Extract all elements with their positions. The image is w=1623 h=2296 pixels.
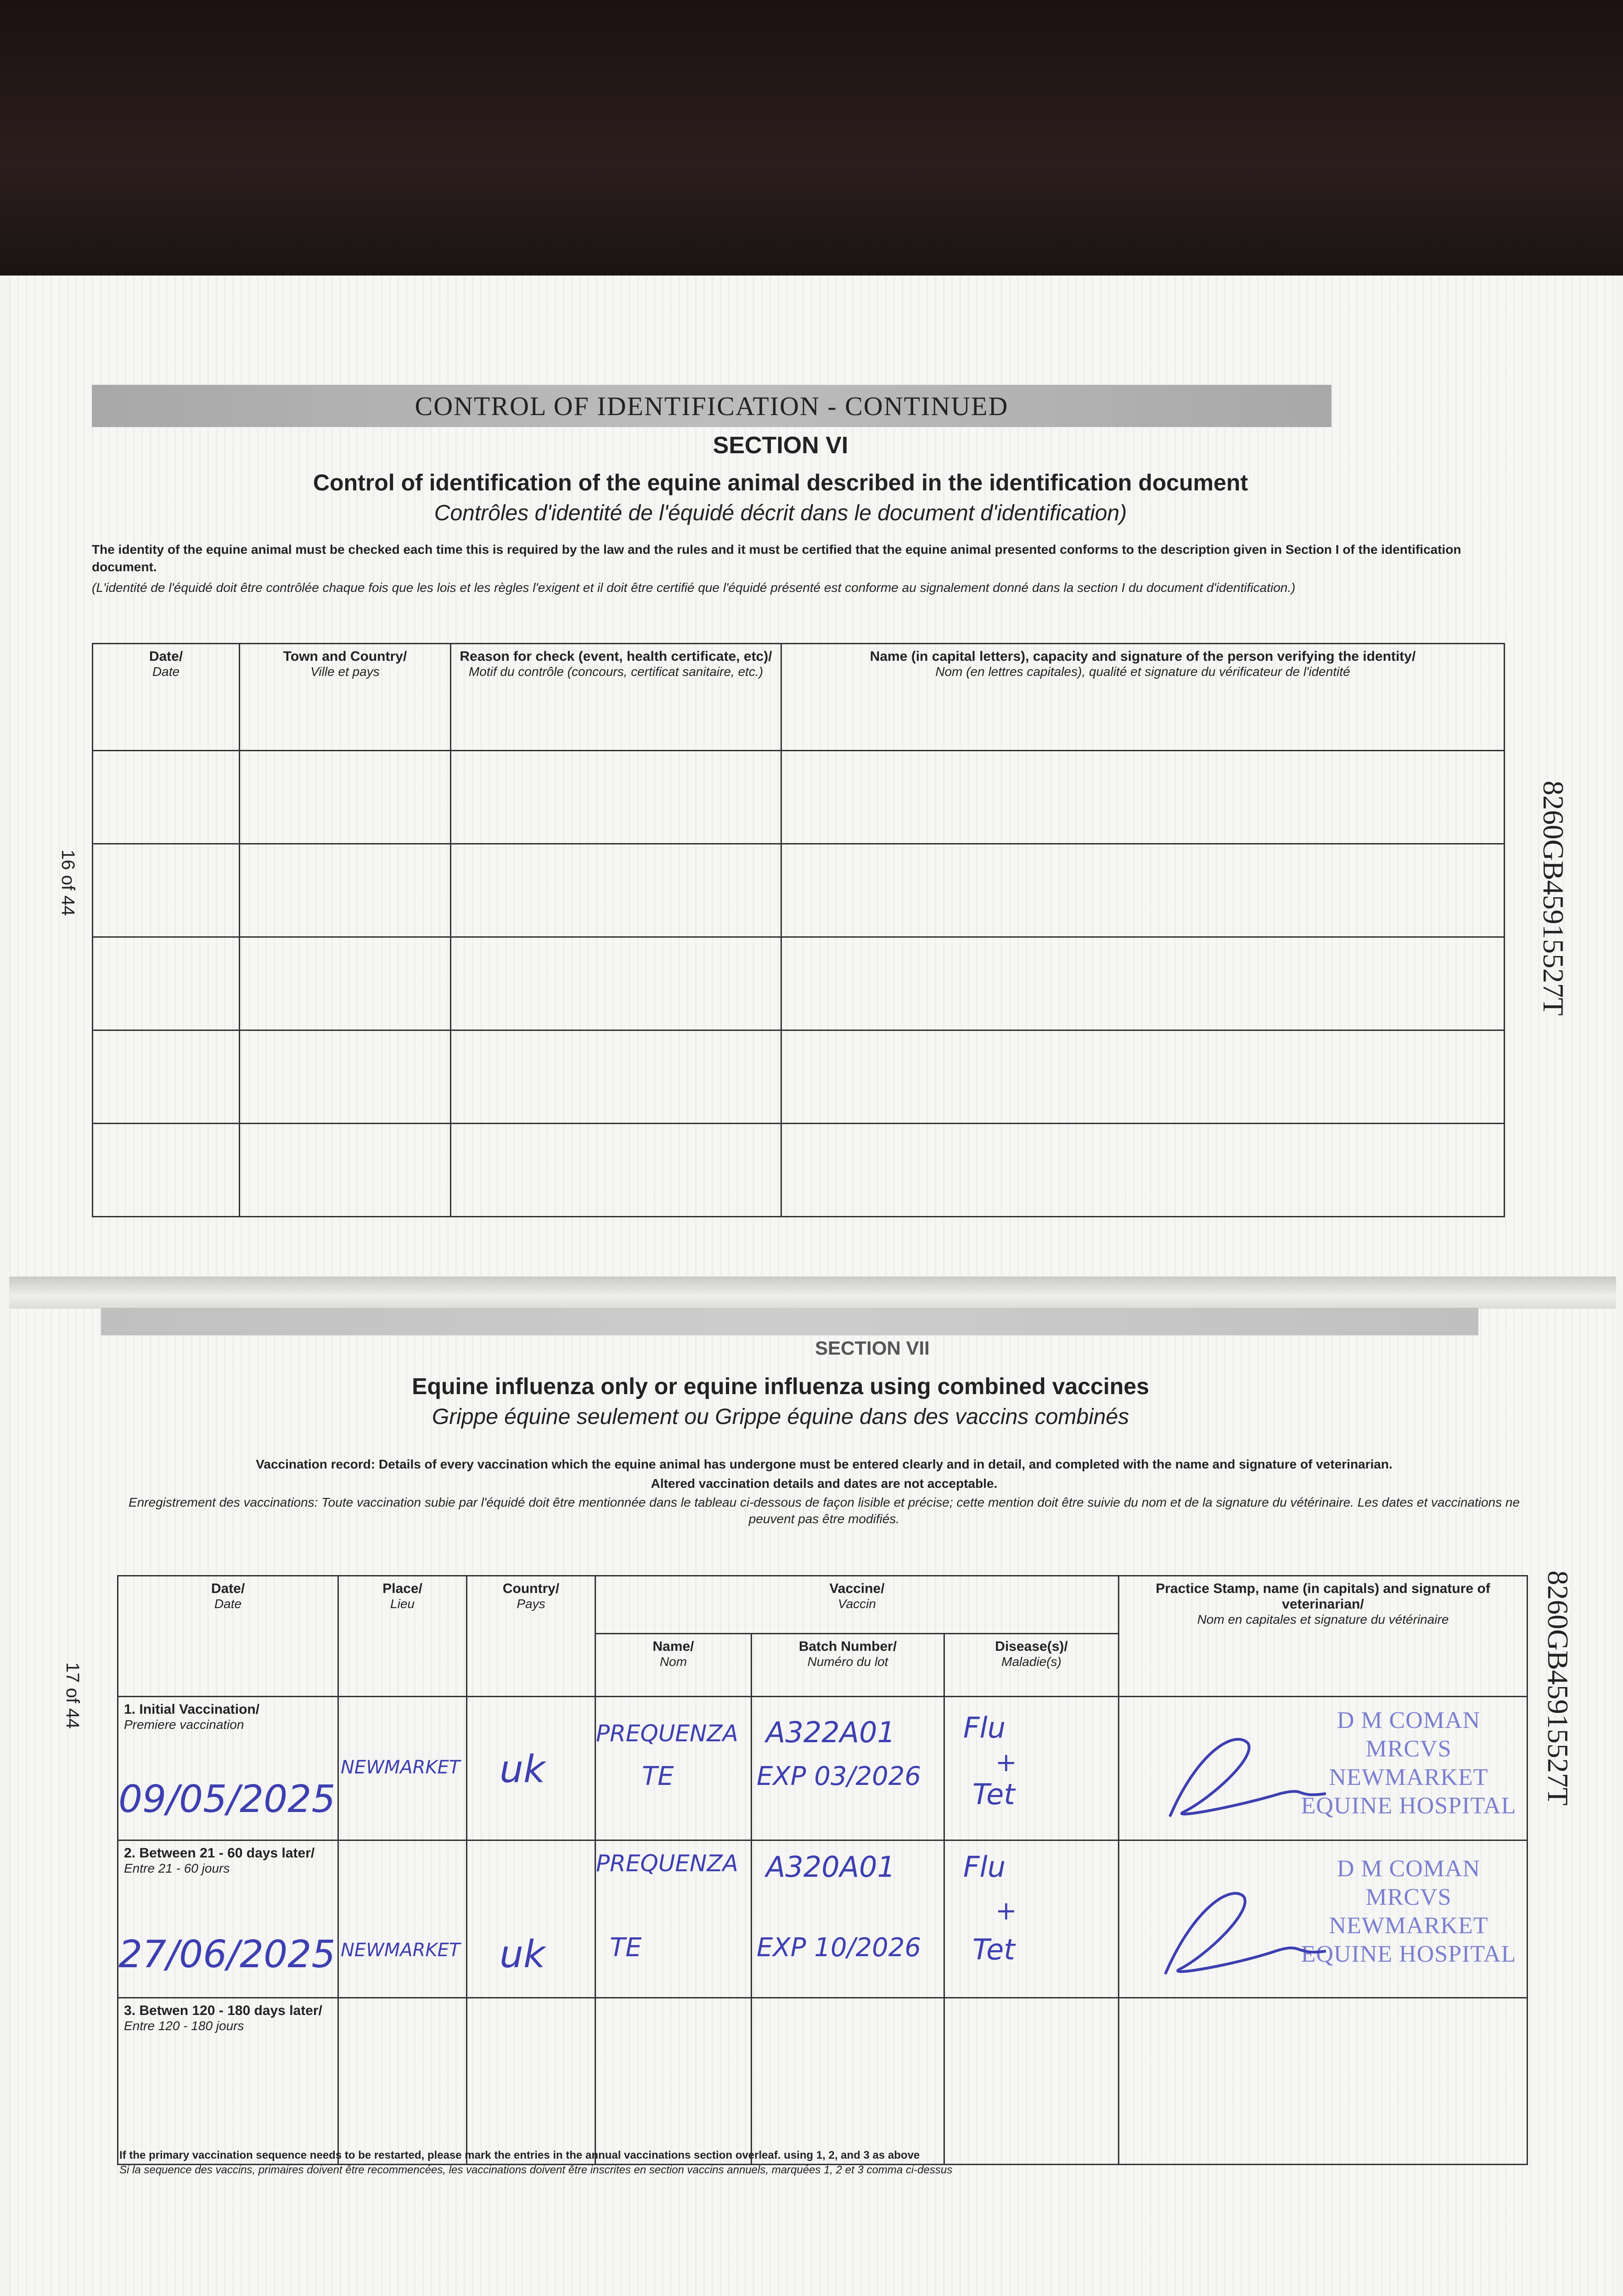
- handwritten-place: NEWMARKET: [341, 1757, 461, 1778]
- col-vet: Practice Stamp, name (in capitals) and signature of veterinarian/ Nom en capitales et signature du vétérinaire: [1119, 1576, 1528, 1697]
- section-vi-title: SECTION VI: [713, 432, 848, 459]
- col-date: Date/ Date: [93, 644, 240, 751]
- vaccination-table: [117, 1575, 1528, 2165]
- section-vii-subtitle-en: Equine influenza only or equine influenza using combined vaccines: [412, 1373, 1149, 1399]
- col-place: Place/ Lieu: [338, 1576, 467, 1697]
- signature: [1142, 1725, 1335, 1826]
- passport-id-upper: 8260GB45915527T: [1537, 781, 1570, 1016]
- id-notice-fr: (L'identité de l'équidé doit être contrôlée chaque fois que les lois et les règles l'exigent et il doit être certifié que l'équidé présenté est conforme au signalement donné dans la section I du document d'identification.): [92, 580, 1296, 595]
- restart-note-fr: Si la sequence des vaccins, primaires doivent être recommencées, les vaccinations doivent être inscrites en section vaccins annuels, marquées 1, 2 et 3 comma ci-dessus: [119, 2164, 953, 2176]
- handwritten-date: 09/05/2025: [118, 1778, 336, 1821]
- row1-country-cell: [467, 1697, 595, 1840]
- table-row: [93, 1030, 1505, 1124]
- id-table-header: [93, 644, 1505, 751]
- page-number-17: 17 of 44: [62, 1662, 83, 1729]
- section-vii-subtitle-fr: Grippe équine seulement ou Grippe équine dans des vaccins combinés: [432, 1405, 1129, 1429]
- col-date: Date/ Date: [118, 1576, 338, 1697]
- handwritten-batch: A322A01: [766, 1716, 896, 1749]
- restart-note-en: If the primary vaccination sequence needs to be restarted, please mark the entries in the annual vaccinations section overleaf. using 1, 2, and 3 as above: [119, 2149, 920, 2161]
- banner-text: CONTROL OF IDENTIFICATION - CONTINUED: [415, 391, 1009, 421]
- scanner-background: [0, 0, 1623, 276]
- handwritten-vaccine-2: TE: [610, 1933, 642, 1963]
- col-vaccine: Vaccine/ Vaccin: [595, 1576, 1119, 1634]
- row-label-fr: Premiere vaccination: [124, 1717, 244, 1732]
- vacc-header-top: [118, 1576, 1528, 1634]
- handwritten-expiry: EXP 10/2026: [757, 1933, 921, 1963]
- col-disease: Disease(s)/ Maladie(s): [944, 1634, 1119, 1697]
- handwritten-disease-plus: +: [995, 1896, 1017, 1926]
- row-label-fr: Entre 120 - 180 jours: [124, 2019, 244, 2033]
- section-vi-subtitle-fr: Contrôles d'identité de l'équidé décrit dans le document d'identification): [434, 501, 1127, 525]
- col-verifier: Name (in capital letters), capacity and signature of the person verifying the identity/ Nom (en lettres capitales), qualité et signature du vérificateur de l'identité: [781, 644, 1505, 751]
- col-country: Country/ Pays: [467, 1576, 595, 1697]
- passport-id-lower: 8260GB45915527T: [1542, 1570, 1574, 1806]
- vet-stamp: D M COMAN MRCVS NEWMARKET EQUINE HOSPITAL: [1301, 1707, 1516, 1819]
- handwritten-disease: Flu: [963, 1850, 1006, 1884]
- table-row: [93, 844, 1505, 937]
- handwritten-country: uk: [500, 1933, 545, 1976]
- row2-place-cell: [338, 1840, 467, 1998]
- row-label-fr: Entre 21 - 60 jours: [124, 1861, 230, 1875]
- row-label: 3. Betwen 120 - 180 days later/: [124, 2003, 322, 2018]
- handwritten-disease-2: Tet: [972, 1933, 1015, 1966]
- row2-vet-cell: [1119, 1840, 1528, 1998]
- section-vi-subtitle-en: Control of identification of the equine animal described in the identification document: [313, 470, 1248, 495]
- handwritten-batch: A320A01: [766, 1850, 896, 1884]
- row1-place-cell: [338, 1697, 467, 1840]
- vet-stamp: D M COMAN MRCVS NEWMARKET EQUINE HOSPITAL: [1301, 1856, 1516, 1967]
- col-batch: Batch Number/ Numéro du lot: [752, 1634, 944, 1697]
- section-vii-title: SECTION VII: [815, 1337, 930, 1359]
- row1-vaccine-cell: [595, 1697, 752, 1840]
- vaccination-record-en: Vaccination record: Details of every vaccination which the equine animal has undergone must be entered clearly and in detail, and completed with the name and signature of veterinarian.: [256, 1457, 1393, 1471]
- handwritten-place: NEWMARKET: [341, 1940, 461, 1961]
- col-vaccine-name: Name/ Nom: [595, 1634, 752, 1697]
- handwritten-vaccine-2: TE: [642, 1761, 674, 1791]
- table-row: [118, 1998, 1528, 2165]
- table-row: [118, 1840, 1528, 1998]
- row1-disease-cell: [944, 1697, 1119, 1840]
- vaccination-record-fr: Enregistrement des vaccinations: Toute vaccination subie par l'équidé doit être mentionnée dans le tableau ci-dessous de façon lisible et précise; cette mention doit être suivie du nom et de la signature du vétérinaire. Les dates et vaccinations ne peuvent pas être modifiés.: [128, 1495, 1520, 1526]
- handwritten-disease-2: Tet: [972, 1778, 1015, 1811]
- col-town-country: Town and Country/ Ville et pays: [240, 644, 451, 751]
- row2-vaccine-cell: [595, 1840, 752, 1998]
- handwritten-date: 27/06/2025: [118, 1933, 336, 1976]
- vaccination-record-en-2: Altered vaccination details and dates are not acceptable.: [651, 1476, 998, 1491]
- row-label: 2. Between 21 - 60 days later/: [124, 1846, 315, 1861]
- section-vii-banner: [101, 1308, 1478, 1335]
- signature: [1142, 1878, 1335, 1983]
- table-row: [118, 1697, 1528, 1840]
- page-fold: [9, 1277, 1616, 1309]
- row1-batch-cell: [752, 1697, 944, 1840]
- row1-vet-cell: [1119, 1697, 1528, 1840]
- row2-disease-cell: [944, 1840, 1119, 1998]
- row1-date-cell: [118, 1697, 338, 1840]
- handwritten-disease: Flu: [963, 1711, 1006, 1745]
- handwritten-vaccine: PREQUENZA: [596, 1850, 738, 1877]
- row2-batch-cell: [752, 1840, 944, 1998]
- page-number-16: 16 of 44: [58, 850, 78, 916]
- handwritten-country: uk: [500, 1748, 545, 1791]
- table-row: [93, 1124, 1505, 1217]
- row-label: 1. Initial Vaccination/: [124, 1702, 260, 1717]
- handwritten-disease-plus: +: [995, 1748, 1017, 1778]
- row2-date-cell: [118, 1840, 338, 1998]
- row3-date-cell: [118, 1998, 338, 2165]
- table-row: [93, 937, 1505, 1030]
- col-reason: Reason for check (event, health certificate, etc)/ Motif du contrôle (concours, certificat sanitaire, etc.): [451, 644, 781, 751]
- id-check-table: [92, 643, 1505, 1217]
- table-row: [93, 751, 1505, 844]
- handwritten-vaccine: PREQUENZA: [596, 1720, 738, 1747]
- section-banner: [92, 385, 1331, 427]
- id-notice-en: The identity of the equine animal must be checked each time this is required by the law and the rules and it must be certified that the equine animal presented conforms to the description given in Section I of the identification document.: [92, 542, 1461, 574]
- handwritten-expiry: EXP 03/2026: [757, 1761, 921, 1791]
- row2-country-cell: [467, 1840, 595, 1998]
